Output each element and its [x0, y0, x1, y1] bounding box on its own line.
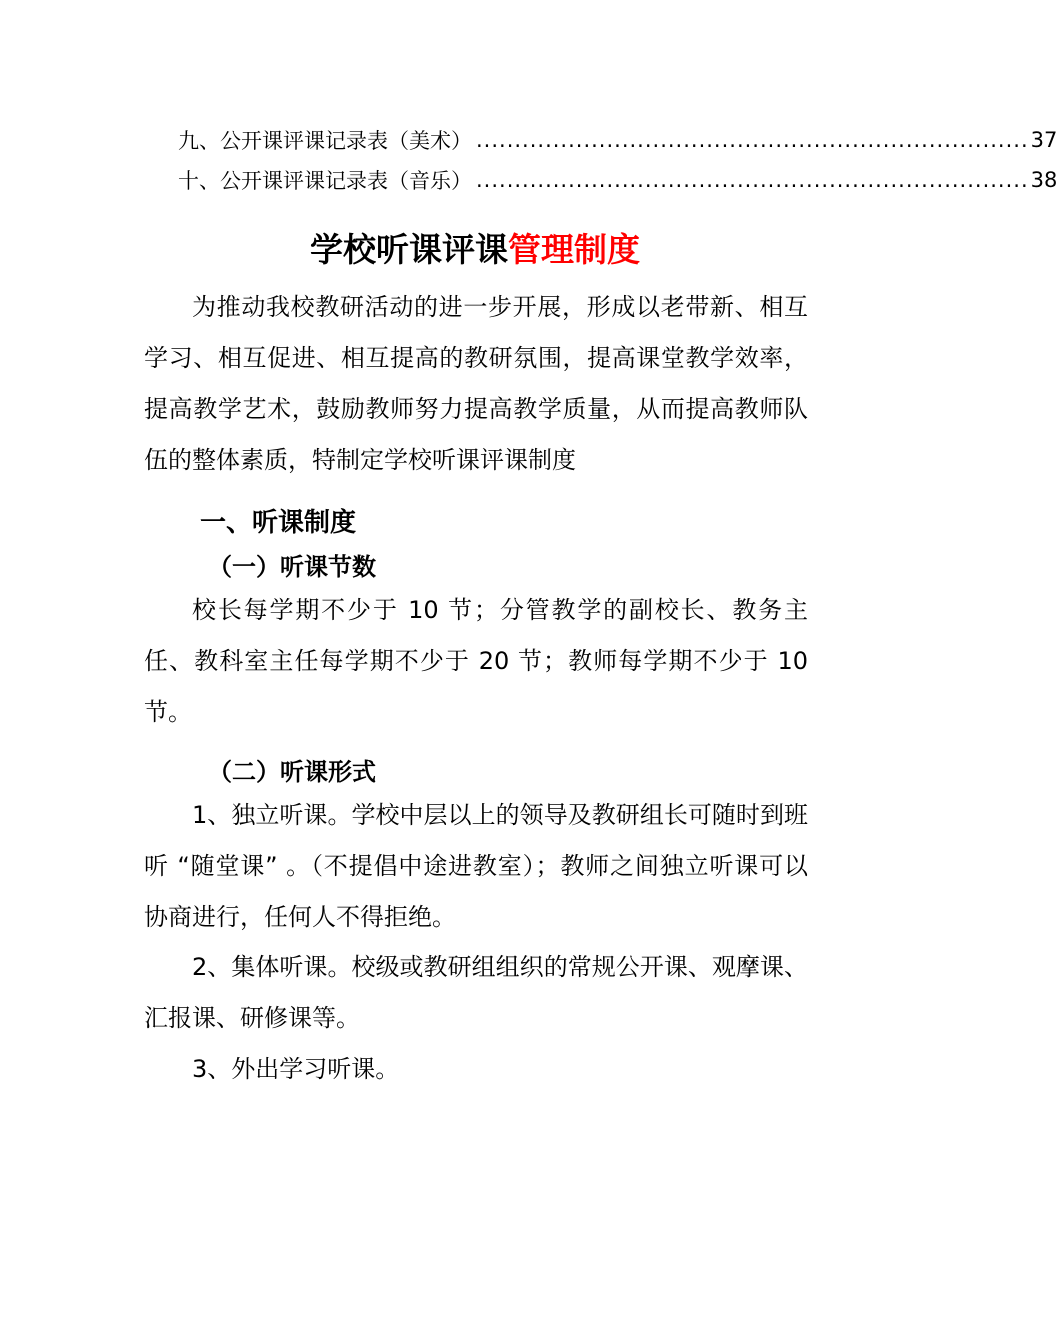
subsection-heading: （二）听课形式 [208, 758, 376, 786]
toc-page-number: 37 [1030, 128, 1057, 152]
toc-entry-label: 九、公开课评课记录表（美术） [178, 129, 472, 153]
toc-leader-dots: ........................................................................ [476, 128, 1029, 152]
title-main: 学校听课评课 [310, 230, 508, 269]
toc-page-number: 38 [1030, 168, 1057, 192]
section-heading: 一、听课制度 [200, 508, 357, 538]
list-item: 3、外出学习听课。 [192, 1055, 400, 1083]
list-item: 2、集体听课。校级或教研组组织的常规公开课、观摩课、汇报课、研修课等。 [144, 953, 808, 1032]
toc-leader-dots: ........................................................................ [476, 168, 1029, 192]
toc-entry-9[interactable] [178, 123, 1057, 157]
title-accent: 管理制度 [508, 230, 640, 269]
subsection-heading: （一）听课节数 [208, 553, 376, 581]
lesson-count-paragraph: 校长每学期不少于 10 节；分管教学的副校长、教务主任、教科室主任每学期不少于 20 节；教师每学期不少于 10 节。 [144, 596, 808, 726]
intro-paragraph: 为推动我校教研活动的进一步开展，形成以老带新、相互学习、相互促进、相互提高的教研氛围，提高课堂教学效率，提高教学艺术，鼓励教师努力提高教学质量，从而提高教师队伍的整体素质，特制定学校听课评课制度 [144, 293, 808, 474]
list-item: 1、独立听课。学校中层以上的领导及教研组长可随时到班听 “随堂课” 。（不提倡中途进教室）；教师之间独立听课可以协商进行，任何人不得拒绝。 [144, 801, 808, 931]
toc-entry-10[interactable] [178, 163, 1057, 197]
toc-entry-label: 十、公开课评课记录表（音乐） [178, 169, 472, 193]
page-title [0, 222, 950, 278]
